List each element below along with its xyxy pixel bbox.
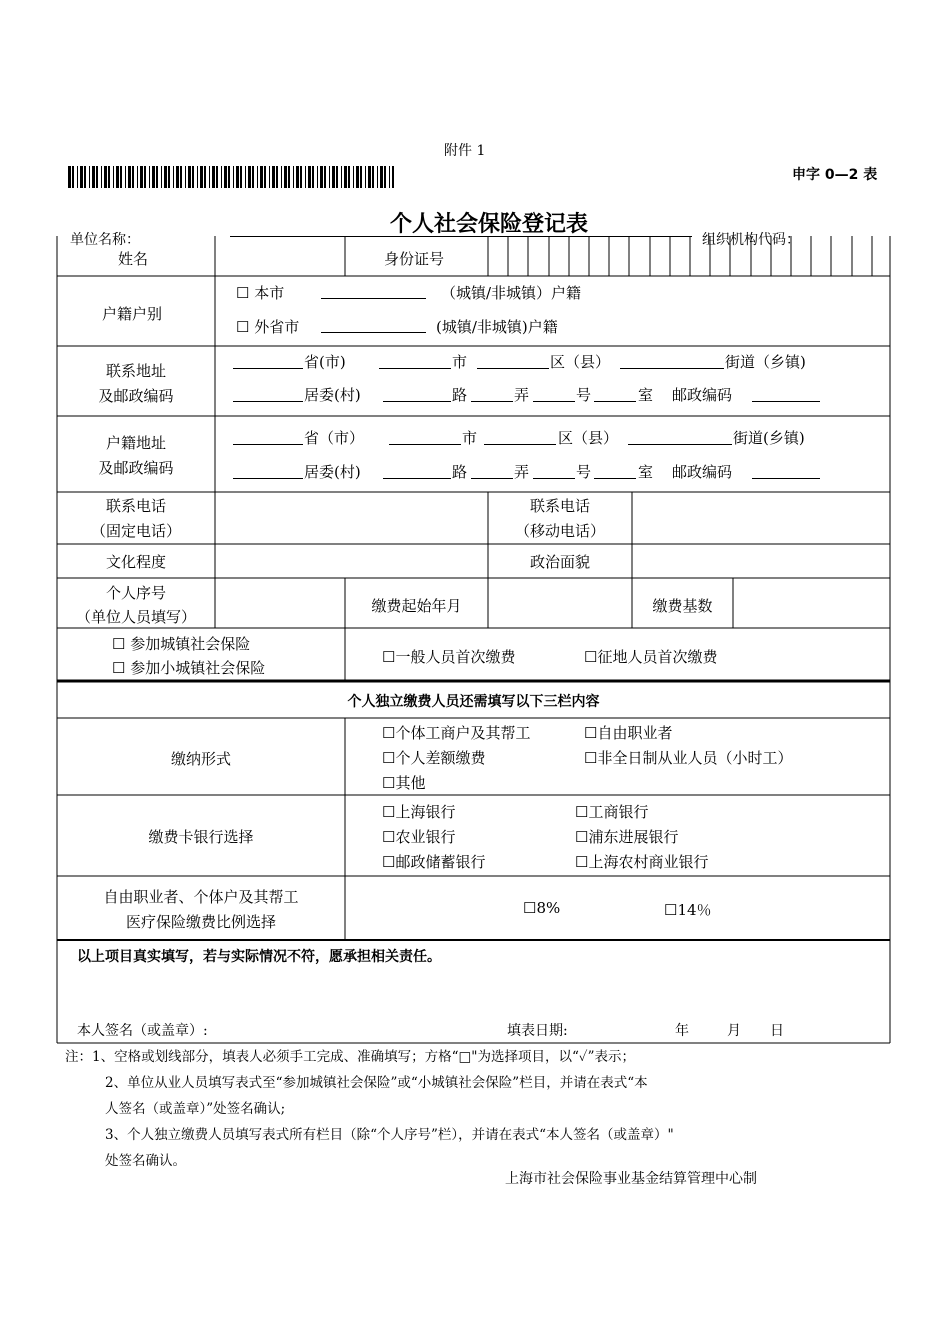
year-label: 年 [675, 1023, 689, 1039]
political-label: 政治面貌 [529, 553, 590, 571]
contact-postcode-text: 邮政编码 [672, 386, 733, 404]
note-line: 注：1、空格或划线部分，填表人必须手工完成、准确填写；方格“□"为选择项目，以“✓”表示； [65, 1049, 635, 1065]
political-field[interactable] [633, 545, 889, 577]
fixed-phone-field[interactable] [216, 493, 487, 543]
personal-seq-field[interactable] [216, 579, 344, 627]
contact-committee-label: 居委(村) [304, 386, 361, 404]
bank-option[interactable]: ☐农业银行 [382, 828, 456, 846]
huji-lane-label: 弄 [514, 463, 530, 481]
personal-seq-sublabel: （单位人员填写） [75, 608, 196, 626]
pay-form-option[interactable]: ☐非全日制从业人员（小时工） [584, 749, 793, 767]
maker-text: 上海市社会保险事业基金结算管理中心制 [505, 1171, 757, 1187]
pay-start-label: 缴费起始年月 [371, 597, 462, 615]
small-town-insurance-checkbox[interactable]: ☐ 参加小城镇社会保险 [112, 659, 266, 677]
huji-district-label: 区（县） [558, 429, 619, 447]
medical-ratio-sublabel: 医疗保险缴费比例选择 [125, 913, 276, 931]
fill-date-label: 填表日期: [507, 1023, 568, 1039]
contact-district-label: 区（县） [550, 353, 611, 371]
contact-province-blank[interactable] [233, 353, 303, 369]
contact-number-blank[interactable] [533, 386, 575, 402]
fixed-phone-sublabel: （固定电话） [90, 522, 181, 540]
fixed-phone-label: 联系电话 [105, 497, 166, 515]
ratio-14-checkbox[interactable]: ☐14％ [664, 901, 712, 919]
medical-ratio-label: 自由职业者、个体户及其帮工 [103, 888, 299, 906]
note-line: 2、单位从业人员填写表式至“参加城镇社会保险”或“小城镇社会保险”栏目，并请在表式“本 [105, 1075, 648, 1091]
declaration-text: 以上项目真实填写，若与实际情况不符，愿承担相关责任。 [77, 949, 441, 965]
huji-district-blank[interactable] [484, 429, 556, 445]
note-line: 3、个人独立缴费人员填写表式所有栏目（除“个人序号”栏），并请在表式“本人签名（或盖章）" [105, 1127, 674, 1143]
huji-province-label: 省（市） [304, 429, 365, 447]
ratio-8-checkbox[interactable]: ☐8% [523, 899, 561, 917]
huji-postcode-text: 邮政编码 [672, 463, 733, 481]
huji-street-blank[interactable] [628, 429, 732, 445]
contact-committee-blank[interactable] [233, 386, 303, 402]
month-label: 月 [727, 1023, 741, 1039]
huji-street-label: 街道(乡镇) [733, 429, 805, 447]
contact-lane-label: 弄 [514, 386, 530, 404]
independent-section-heading: 个人独立缴费人员还需填写以下三栏内容 [347, 694, 600, 710]
education-field[interactable] [216, 545, 487, 577]
mobile-phone-field[interactable] [633, 493, 889, 543]
mobile-phone-sublabel: （移动电话） [514, 522, 605, 540]
huji-room-label: 室 [638, 463, 654, 481]
bank-option[interactable]: ☐工商银行 [575, 803, 649, 821]
contact-address-label: 联系地址 [105, 362, 166, 380]
name-label: 姓名 [118, 250, 149, 268]
huji-other-checkbox[interactable]: ☐ 外省市 [236, 318, 300, 336]
unit-name-label: 单位名称： [70, 232, 140, 248]
contact-lane-blank[interactable] [471, 386, 513, 402]
bank-option[interactable]: ☐邮政储蓄银行 [382, 853, 486, 871]
huji-lane-blank[interactable] [471, 463, 513, 479]
notes-section [65, 1044, 674, 1174]
huji-road-label: 路 [452, 463, 468, 481]
contact-road-label: 路 [452, 386, 468, 404]
huji-postcode-blank[interactable] [752, 463, 820, 479]
contact-street-blank[interactable] [620, 353, 724, 369]
huji-address-label: 户籍地址 [105, 434, 166, 452]
contact-room-label: 室 [638, 386, 654, 404]
contact-province-label: 省(市) [304, 353, 346, 371]
contact-postcode-label: 及邮政编码 [98, 387, 174, 405]
personal-seq-label: 个人序号 [105, 584, 166, 602]
education-label: 文化程度 [105, 553, 166, 571]
huji-other-suffix: (城镇/非城镇)户籍 [436, 318, 558, 336]
contact-street-label: 街道（乡镇) [725, 353, 806, 371]
huji-local-blank[interactable] [321, 283, 426, 299]
general-first-pay-checkbox[interactable]: ☐一般人员首次缴费 [382, 648, 516, 666]
note-line: 处签名确认。 [105, 1153, 186, 1169]
contact-number-label: 号 [576, 386, 592, 404]
contact-postcode-blank[interactable] [752, 386, 820, 402]
day-label: 日 [770, 1023, 784, 1039]
pay-form-label: 缴纳形式 [170, 750, 231, 768]
huji-room-blank[interactable] [594, 463, 636, 479]
huji-number-blank[interactable] [533, 463, 575, 479]
contact-city-blank[interactable] [379, 353, 451, 369]
pay-base-label: 缴费基数 [652, 597, 713, 615]
huji-postcode-label: 及邮政编码 [98, 459, 174, 477]
attachment-label: 附件 1 [444, 143, 486, 159]
huji-city-blank[interactable] [389, 429, 461, 445]
signature-label: 本人签名（或盖章）: [77, 1023, 208, 1039]
huji-city-label: 市 [462, 429, 478, 447]
huji-number-label: 号 [576, 463, 592, 481]
note-line: 人签名（或盖章）”处签名确认; [105, 1101, 286, 1117]
pay-form-option[interactable]: ☐个人差额缴费 [382, 749, 486, 767]
pay-form-option[interactable]: ☐个体工商户及其帮工 [382, 724, 531, 742]
bank-label: 缴费卡银行选择 [148, 828, 254, 846]
form-title: 个人社会保险登记表 [390, 212, 589, 237]
huji-committee-label: 居委(村) [304, 463, 361, 481]
contact-room-blank[interactable] [594, 386, 636, 402]
urban-insurance-checkbox[interactable]: ☐ 参加城镇社会保险 [112, 635, 251, 653]
huji-local-suffix: （城镇/非城镇）户籍 [441, 284, 582, 302]
pay-form-option[interactable]: ☐自由职业者 [584, 724, 673, 742]
pay-form-option[interactable]: ☐其他 [382, 774, 426, 792]
land-first-pay-checkbox[interactable]: ☐征地人员首次缴费 [584, 648, 718, 666]
form-number: 申字 0—2 表 [792, 167, 878, 183]
huji-road-blank[interactable] [383, 463, 451, 479]
bank-option[interactable]: ☐上海农村商业银行 [575, 853, 709, 871]
bank-option[interactable]: ☐上海银行 [382, 803, 456, 821]
contact-district-blank[interactable] [477, 353, 549, 369]
org-code-label: 组织机构代码： [702, 232, 800, 248]
huji-province-blank[interactable] [233, 429, 303, 445]
mobile-phone-label: 联系电话 [529, 497, 590, 515]
signature-field[interactable] [245, 1015, 485, 1039]
huji-local-checkbox[interactable]: ☐ 本市 [236, 284, 285, 302]
contact-road-blank[interactable] [383, 386, 451, 402]
pay-start-field[interactable] [489, 579, 631, 627]
huji-type-label: 户籍户别 [102, 305, 163, 323]
bank-option[interactable]: ☐浦东进展银行 [575, 828, 679, 846]
huji-committee-blank[interactable] [233, 463, 303, 479]
huji-other-blank[interactable] [321, 317, 426, 333]
pay-base-field[interactable] [734, 579, 889, 627]
id-number-label: 身份证号 [384, 250, 445, 268]
contact-city-label: 市 [452, 353, 468, 371]
